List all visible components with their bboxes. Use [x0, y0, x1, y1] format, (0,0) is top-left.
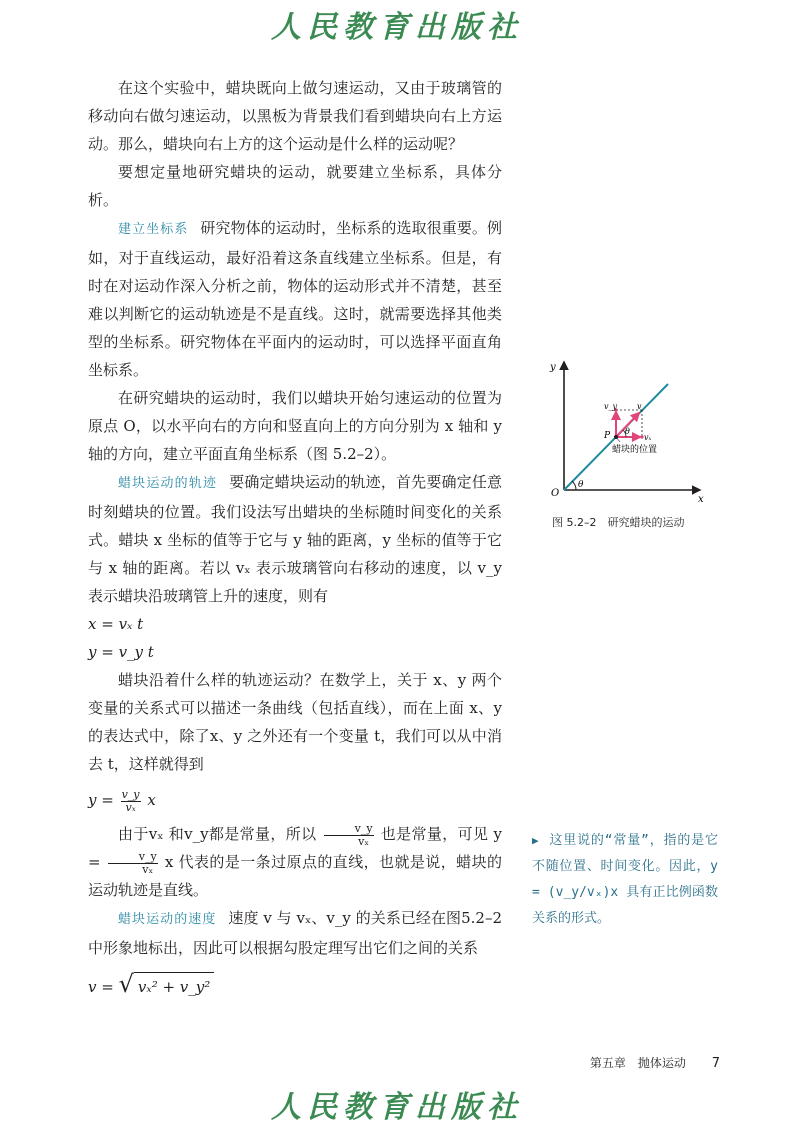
label-wax-position: 蜡块的位置: [612, 445, 658, 455]
paragraph-7-a: 由于vₓ 和v_y都是常量，所以: [118, 825, 317, 843]
label-vx: vₓ: [644, 433, 652, 442]
label-vy: v_y: [604, 402, 618, 411]
page-footer: [560, 1054, 720, 1071]
paragraph-4: 在研究蜡块的运动时，我们以蜡块开始匀速运动的位置为原点 O，以水平向右的方向和竖直向上的方向分别为 x 轴和 y 轴的方向，建立平面直角坐标系（图 5.2–2）。: [88, 389, 502, 463]
label-theta-origin: θ: [578, 480, 584, 490]
label-origin: O: [551, 488, 560, 499]
label-x: x: [698, 494, 704, 505]
paragraph-7: [88, 820, 502, 904]
paragraph-1: 在这个实验中，蜡块既向上做匀速运动，又由于玻璃管的移动向右做匀速运动，以黑板为背景我们看到蜡块向右上方运动。那么，蜡块向右上方的这个运动是什么样的运动呢？: [88, 79, 502, 153]
inline-fraction-2-num: v_y: [108, 851, 158, 864]
equation-x: x = vₓ t: [88, 615, 144, 633]
equation-line-lhs: y =: [88, 791, 114, 809]
label-y: y: [550, 362, 556, 373]
equation-line: [88, 786, 502, 814]
inline-fraction-1: [324, 823, 374, 848]
side-note-text: 这里说的“常量”，指的是它不随位置、时间变化。因此，y = (v_y/vₓ)x 具有正比例函数关系的形式。: [532, 833, 719, 926]
side-note: [532, 828, 718, 932]
publisher-header: 人民教育出版社: [271, 10, 523, 45]
inline-fraction-2: [108, 851, 158, 876]
inline-fraction-2-den: vₓ: [142, 862, 154, 876]
equation-velocity: [88, 970, 502, 1001]
chapter-title: 第五章 抛体运动: [589, 1056, 686, 1070]
paragraph-8: [88, 904, 502, 962]
paragraph-2: 要想定量地研究蜡块的运动，就要建立坐标系，具体分析。: [88, 163, 502, 209]
publisher-footer: 人民教育出版社: [271, 1090, 523, 1125]
paragraph-5-text: 要确定蜡块运动的轨迹，首先要确定任意时刻蜡块的位置。我们设法写出蜡块的坐标随时间变化的关系式。蜡块 x 坐标的值等于它与 y 轴的距离，y 坐标的值等于它与 x 轴的距离。若以 vₓ 表示玻璃管向右移动的速度，以 v_y 表示蜡块沿玻璃管上升的速度，则有: [88, 473, 502, 605]
fraction-numerator: v_y: [121, 787, 140, 801]
page-number: 7: [711, 1056, 720, 1071]
figure-coordinate-diagram: [540, 356, 710, 536]
main-text: [88, 74, 502, 1007]
triangle-bullet-icon: ▶: [532, 834, 540, 847]
paragraph-3: [88, 214, 502, 384]
label-v: v: [637, 402, 642, 411]
paragraph-7-c: x 代表的是一条过原点的直线，也就是说，蜡块的运动轨迹是直线。: [88, 853, 502, 899]
keyword-coordinate-system: 建立坐标系: [118, 222, 189, 237]
equation-velocity-radicand: vₓ² + v_y²: [134, 972, 214, 1001]
fraction-denominator: vₓ: [125, 800, 136, 814]
label-p: P: [604, 431, 611, 441]
paragraph-5: [88, 468, 502, 610]
paragraph-7-b: 也是常量，可见 y =: [88, 825, 502, 871]
paragraph-3-text: 研究物体的运动时，坐标系的选取很重要。例如，对于直线运动，最好沿着这条直线建立坐标系。但是，有时在对运动作深入分析之前，物体的运动形式并不清楚，甚至难以判断它的运动轨迹是不是直线。这时，就需要选择其他类型的坐标系。研究物体在平面内的运动时，可以选择平面直角坐标系。: [88, 219, 502, 379]
figure-caption: 图 5.2–2 研究蜡块的运动: [552, 516, 685, 529]
label-theta-p: θ: [625, 427, 630, 436]
inline-fraction-1-den: vₓ: [358, 834, 370, 848]
equation-velocity-lhs: v =: [88, 978, 114, 996]
keyword-trajectory: 蜡块运动的轨迹: [118, 476, 218, 491]
inline-fraction-1-num: v_y: [324, 823, 374, 836]
paragraph-8-text: 速度 v 与 vₓ、v_y 的关系已经在图5.2–2中形象地标出，因此可以根据勾股定理写出它们之间的关系: [88, 909, 502, 957]
equation-line-fraction: [121, 789, 141, 814]
equation-line-rhs: x: [147, 791, 156, 809]
sqrt-icon: √: [118, 970, 134, 998]
equation-y: y = v_y t: [88, 643, 154, 661]
paragraph-6: 蜡块沿着什么样的轨迹运动？在数学上，关于 x、y 两个变量的关系式可以描述一条曲线（包括直线），而在上面 x、y 的表达式中，除了x、y 之外还有一个变量 t，我们可以从中消去 t，这样就得到: [88, 671, 502, 773]
keyword-velocity: 蜡块运动的速度: [118, 912, 217, 927]
